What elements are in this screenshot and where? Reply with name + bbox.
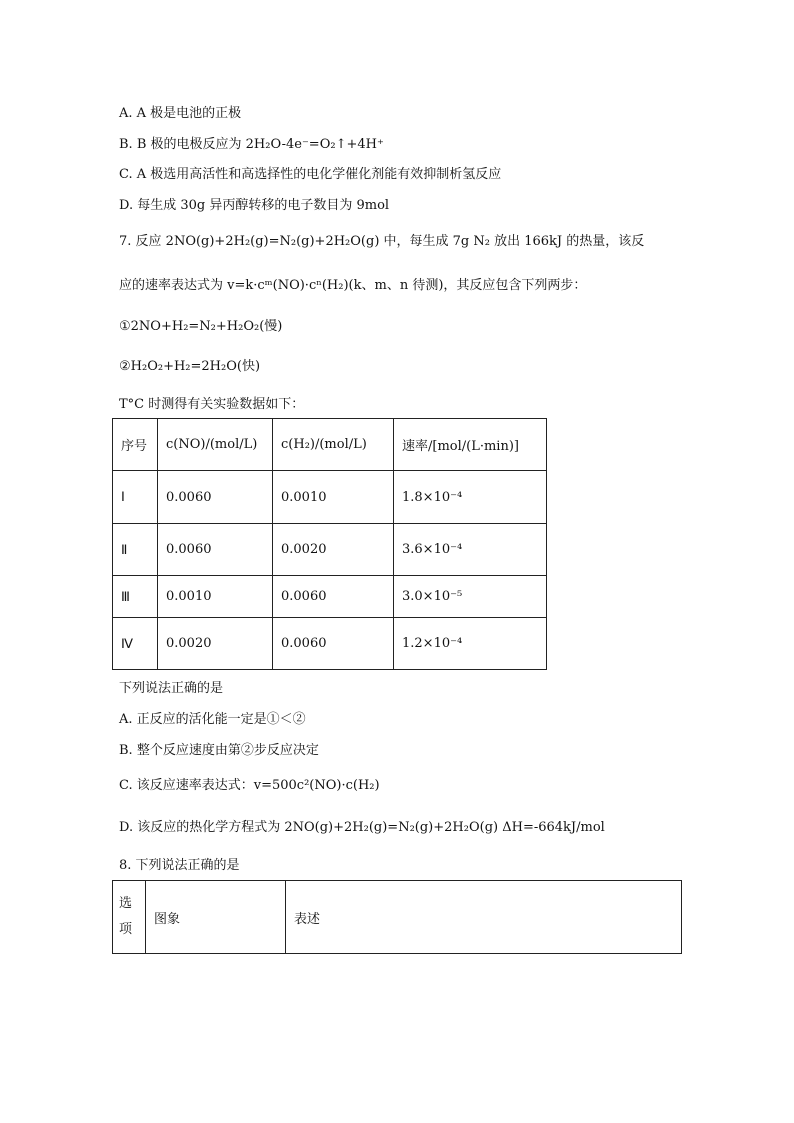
- q7-step-1: ①2NO+H₂=N₂+H₂O₂(慢): [119, 319, 283, 334]
- q7-data-table: [112, 418, 547, 670]
- q7-option-a: A. 正反应的活化能一定是①＜②: [119, 712, 306, 727]
- q7-stem-line1: 7. 反应 2NO(g)+2H₂(g)=N₂(g)+2H₂O(g) 中，每生成 7g N₂ 放出 166kJ 的热量，该反: [119, 234, 645, 249]
- header-c-h2: c(H₂)/(mol/L): [273, 419, 394, 471]
- table-cell: 0.0060: [273, 576, 394, 618]
- q7-stem-line2: 应的速率表达式为 v=k·cᵐ(NO)·cⁿ(H₂)(k、m、n 待测)，其反应包含下列两步：: [119, 278, 587, 293]
- q6-option-b: B. B 极的电极反应为 2H₂O-4e⁻=O₂↑+4H⁺: [119, 137, 384, 152]
- header-description: 表述: [286, 881, 682, 954]
- table-cell: 3.0×10⁻⁵: [394, 576, 547, 618]
- header-option: [113, 881, 146, 954]
- table-cell: 0.0010: [273, 471, 394, 524]
- table-cell: 0.0010: [158, 576, 273, 618]
- q6-option-a: A. A 极是电池的正极: [119, 106, 242, 121]
- q7-option-c: C. 该反应速率表达式：v=500c²(NO)·c(H₂): [119, 778, 380, 793]
- table-cell: 3.6×10⁻⁴: [394, 524, 547, 576]
- table-cell: Ⅳ: [113, 618, 158, 670]
- q7-option-d: D. 该反应的热化学方程式为 2NO(g)+2H₂(g)=N₂(g)+2H₂O(g) ΔH=-664kJ/mol: [119, 820, 605, 835]
- table-cell: 0.0020: [273, 524, 394, 576]
- header-c-no: c(NO)/(mol/L): [158, 419, 273, 471]
- q6-option-d: D. 每生成 30g 异丙醇转移的电子数目为 9mol: [119, 198, 390, 213]
- q7-question: 下列说法正确的是: [119, 681, 224, 696]
- table-cell: Ⅲ: [113, 576, 158, 618]
- table-cell: Ⅱ: [113, 524, 158, 576]
- q7-table-intro: T°C 时测得有关实验数据如下：: [119, 397, 305, 412]
- q6-option-c: C. A 极选用高活性和高选择性的电化学催化剂能有效抑制析氢反应: [119, 167, 502, 182]
- header-option-label: 选项: [119, 896, 133, 937]
- table-cell: 1.8×10⁻⁴: [394, 471, 547, 524]
- header-index: 序号: [113, 419, 158, 471]
- table-cell: 0.0060: [273, 618, 394, 670]
- table-cell: 0.0060: [158, 524, 273, 576]
- table-cell: Ⅰ: [113, 471, 158, 524]
- q7-step-2: ②H₂O₂+H₂=2H₂O(快): [119, 359, 261, 374]
- table-cell: 0.0020: [158, 618, 273, 670]
- table-cell: 1.2×10⁻⁴: [394, 618, 547, 670]
- q7-option-b: B. 整个反应速度由第②步反应决定: [119, 743, 319, 758]
- table-cell: 0.0060: [158, 471, 273, 524]
- header-rate: 速率/[mol/(L·min)]: [394, 419, 547, 471]
- header-image: 图象: [146, 881, 286, 954]
- q8-table: [112, 880, 682, 954]
- q8-stem: 8. 下列说法正确的是: [119, 858, 240, 873]
